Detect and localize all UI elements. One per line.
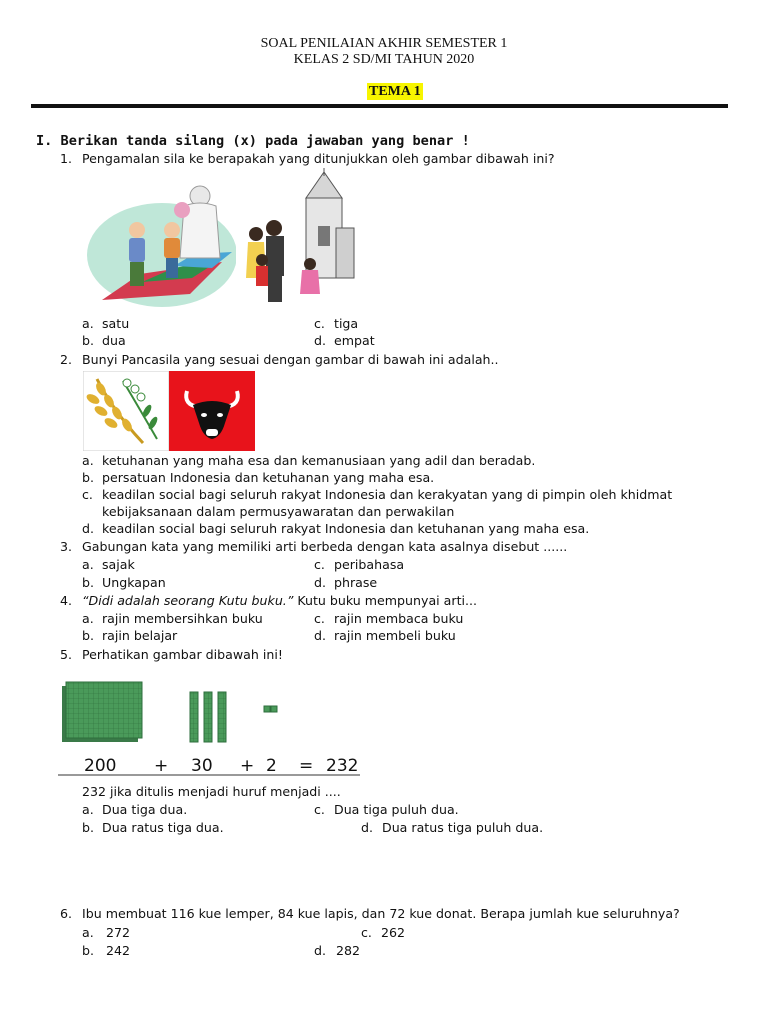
option-label[interactable]: a. xyxy=(82,802,94,817)
option-text[interactable]: persatuan Indonesia dan ketuhanan yang maha esa. xyxy=(102,470,435,485)
exam-class: KELAS 2 SD/MI TAHUN 2020 xyxy=(293,52,475,67)
option-label[interactable]: c. xyxy=(314,557,325,572)
question-text: Pengamalan sila ke berapakah yang ditunjukkan oleh gambar dibawah ini? xyxy=(82,151,555,166)
option-text[interactable]: satu xyxy=(102,316,130,331)
option-text[interactable]: 242 xyxy=(106,943,131,958)
option-text[interactable]: phrase xyxy=(334,575,378,590)
option-text[interactable]: tiga xyxy=(334,316,359,331)
option-label[interactable]: a. xyxy=(82,557,94,572)
question-text: Perhatikan gambar dibawah ini! xyxy=(82,647,283,662)
option-text[interactable]: sajak xyxy=(102,557,135,572)
option-text[interactable]: ketuhanan yang maha esa dan kemanusiaan yang adil dan beradab. xyxy=(102,453,536,468)
option-text[interactable]: rajin membersihkan buku xyxy=(102,611,263,626)
option-label[interactable]: d. xyxy=(314,575,326,590)
option-text[interactable]: 282 xyxy=(336,943,361,958)
option-text[interactable]: keadilan social bagi seluruh rakyat Indonesia dan ketuhanan yang maha esa. xyxy=(102,521,590,536)
equation-equals: = xyxy=(299,756,314,776)
option-label[interactable]: d. xyxy=(361,820,373,835)
option-text[interactable]: Dua ratus tiga puluh dua. xyxy=(382,820,544,835)
option-label[interactable]: b. xyxy=(82,820,94,835)
option-label[interactable]: d. xyxy=(314,628,326,643)
equation-result: 232 xyxy=(326,756,359,776)
option-text[interactable]: keadilan social bagi seluruh rakyat Indonesia dan kerakyatan yang di pimpin oleh khidmat xyxy=(102,487,673,502)
exam-title: SOAL PENILAIAN AKHIR SEMESTER 1 xyxy=(260,36,508,51)
option-label[interactable]: b. xyxy=(82,943,94,958)
option-text[interactable]: Dua tiga dua. xyxy=(102,802,188,817)
question-subtext: 232 jika ditulis menjadi huruf menjadi .... xyxy=(82,784,341,799)
option-text[interactable]: rajin belajar xyxy=(102,628,178,643)
question-number: 1. xyxy=(59,151,72,166)
option-text[interactable]: 272 xyxy=(106,925,131,940)
option-text[interactable]: peribahasa xyxy=(334,557,405,572)
theme-label: TEMA 1 xyxy=(369,84,421,99)
option-text[interactable]: empat xyxy=(334,333,375,348)
option-label[interactable]: b. xyxy=(82,470,94,485)
option-text[interactable]: Dua ratus tiga dua. xyxy=(102,820,224,835)
option-text[interactable]: Dua tiga puluh dua. xyxy=(334,802,459,817)
question-number: 5. xyxy=(59,647,72,662)
option-label[interactable]: c. xyxy=(314,316,325,331)
option-text[interactable]: 262 xyxy=(381,925,406,940)
option-text[interactable]: dua xyxy=(102,333,126,348)
section-title: I. Berikan tanda silang (x) pada jawaban yang benar ! xyxy=(36,133,470,149)
equation-plus: + xyxy=(154,756,169,776)
option-label[interactable]: a. xyxy=(82,453,94,468)
bull-head-symbol xyxy=(169,371,255,451)
question-number: 4. xyxy=(59,593,72,608)
option-label[interactable]: b. xyxy=(82,575,94,590)
option-text[interactable]: rajin membaca buku xyxy=(334,611,464,626)
option-label[interactable]: d. xyxy=(314,943,326,958)
option-label[interactable]: d. xyxy=(314,333,326,348)
option-label[interactable]: a. xyxy=(82,611,94,626)
question-text: Ibu membuat 116 kue lemper, 84 kue lapis, dan 72 kue donat. Berapa jumlah kue seluruhnya? xyxy=(82,906,680,921)
option-label[interactable]: c. xyxy=(361,925,372,940)
option-text[interactable]: Ungkapan xyxy=(102,575,166,590)
equation-term-ones: 2 xyxy=(266,756,277,776)
equation-term-tens: 30 xyxy=(191,756,213,776)
question-text: Bunyi Pancasila yang sesuai dengan gambar di bawah ini adalah.. xyxy=(82,352,499,367)
equation-plus: + xyxy=(240,756,255,776)
option-label[interactable]: c. xyxy=(314,611,325,626)
option-label[interactable]: c. xyxy=(314,802,325,817)
option-text-continued[interactable]: kebijaksanaan dalam permusyawaratan dan perwakilan xyxy=(102,504,455,519)
question-tail: Kutu buku mempunyai arti... xyxy=(297,593,478,608)
family-praying-illustration xyxy=(82,170,237,312)
option-label[interactable]: b. xyxy=(82,628,94,643)
question-number: 6. xyxy=(59,906,72,921)
equation-term-hundreds: 200 xyxy=(84,756,117,776)
option-text[interactable]: rajin membeli buku xyxy=(334,628,456,643)
question-text: Gabungan kata yang memiliki arti berbeda dengan kata asalnya disebut ...... xyxy=(82,539,568,554)
option-label[interactable]: d. xyxy=(82,521,94,536)
option-label[interactable]: a. xyxy=(82,316,94,331)
option-label[interactable]: c. xyxy=(82,487,93,502)
quote-text: “Didi adalah seorang Kutu buku.” xyxy=(82,593,294,608)
option-label[interactable]: a. xyxy=(82,925,94,940)
question-number: 2. xyxy=(59,352,72,367)
question-number: 3. xyxy=(59,539,72,554)
option-label[interactable]: b. xyxy=(82,333,94,348)
family-church-illustration xyxy=(236,168,356,314)
question-text xyxy=(82,593,477,609)
header-divider xyxy=(31,104,728,108)
rice-cotton-symbol xyxy=(83,371,169,451)
